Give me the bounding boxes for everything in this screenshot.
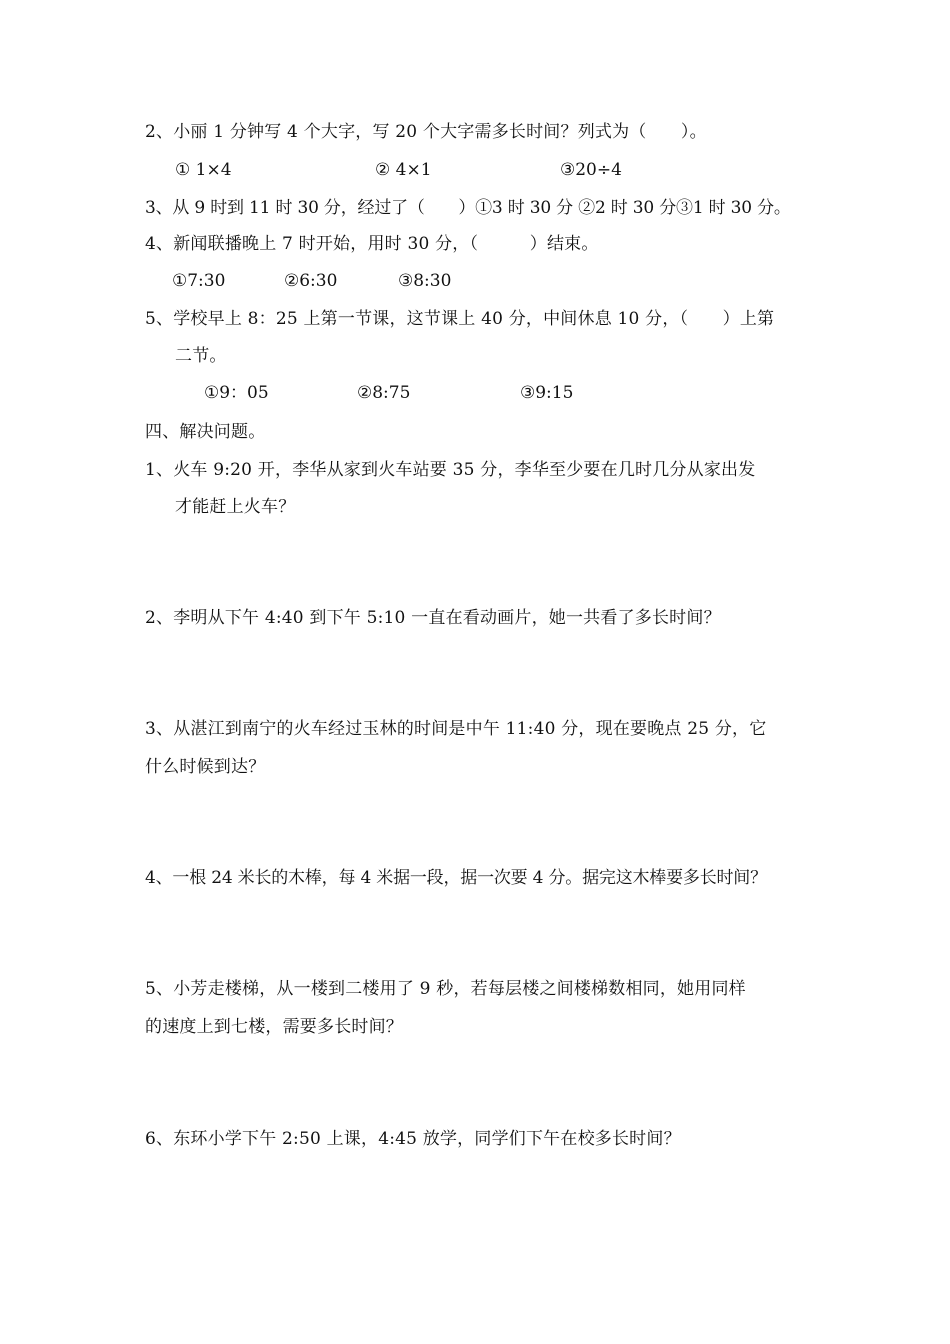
question-3-4-option-1: ①7:30 [172, 271, 226, 291]
problem-6: 6、东环小学下午 2:50 上课，4:45 放学，同学们下午在校多长时间？ [145, 1129, 681, 1149]
question-3-5-option-2: ②8:75 [357, 383, 411, 403]
problem-5-line-1: 5、小芳走楼梯，从一楼到二楼用了 9 秒，若每层楼之间楼梯数相同，她用同样 [145, 979, 746, 999]
question-3-3: 3、从 9 时到 11 时 30 分，经过了（ ）①3 时 30 分 ②2 时 30 分③1 时 30 分。 [145, 198, 791, 218]
problem-2: 2、李明从下午 4:40 到下午 5:10 一直在看动画片，她一共看了多长时间？ [145, 608, 721, 628]
problem-3-line-1: 3、从湛江到南宁的火车经过玉林的时间是中午 11:40 分，现在要晚点 25 分，它 [145, 719, 767, 739]
question-3-4-option-3: ③8:30 [398, 271, 452, 291]
question-3-5-option-1: ①9：05 [204, 383, 269, 403]
question-3-4: 4、新闻联播晚上 7 时开始，用时 30 分，（ ）结束。 [145, 234, 599, 254]
problem-1-line-2: 才能赶上火车？ [175, 497, 296, 517]
section-4-heading: 四、解决问题。 [145, 422, 266, 442]
problem-3-line-2: 什么时候到达？ [145, 757, 266, 777]
question-3-2-option-3: ③20÷4 [560, 160, 622, 180]
question-3-5-line-1: 5、学校早上 8：25 上第一节课，这节课上 40 分，中间休息 10 分，（ ）上第 [145, 309, 775, 329]
question-3-2-option-2: ② 4×1 [375, 160, 432, 180]
question-3-2: 2、小丽 1 分钟写 4 个大字，写 20 个大字需多长时间？列式为（ ）。 [145, 122, 707, 142]
problem-1-line-1: 1、火车 9:20 开，李华从家到火车站要 35 分，李华至少要在几时几分从家出发 [145, 460, 756, 480]
question-3-5-line-2: 二节。 [175, 346, 227, 366]
question-3-5-option-3: ③9:15 [520, 383, 574, 403]
problem-5-line-2: 的速度上到七楼，需要多长时间？ [145, 1017, 403, 1037]
problem-4: 4、一根 24 米长的木棒，每 4 米据一段，据一次要 4 分。据完这木棒要多长时间？ [145, 868, 767, 888]
question-3-4-option-2: ②6:30 [284, 271, 338, 291]
question-3-2-option-1: ① 1×4 [175, 160, 232, 180]
